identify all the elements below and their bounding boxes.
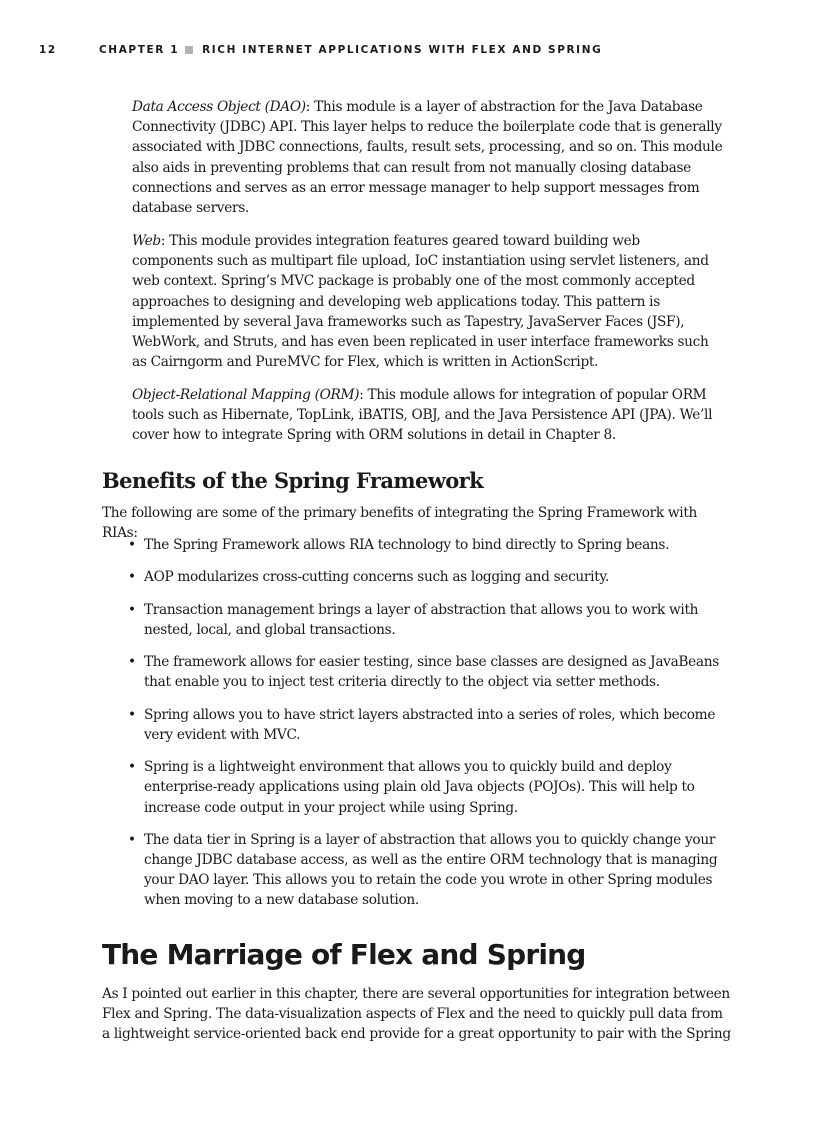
list-item	[102, 567, 732, 587]
module-description: : This module provides integration features geared toward building web components such as multipart file upload, IoC instantiation using servlet listeners, and web context. Spring’s MVC package is probably one of the most commonly accepted approaches to designing and developing web applications today. This pattern is implemented by several Java frameworks such as Tapestry, JavaServer Faces (JSF), WebWork, and Struts, and has even been replicated in user interface frameworks such as Cairngorm and PureMVC for Flex, which is written in ActionScript.	[132, 233, 709, 371]
list-item	[102, 705, 732, 745]
module-term: Object-Relational Mapping (ORM)	[132, 387, 360, 403]
module-term: Web	[132, 233, 161, 249]
chapter-label: CHAPTER 1	[99, 44, 180, 56]
bullet-icon: •	[128, 759, 136, 776]
module-paragraph-web	[132, 231, 724, 372]
list-item-text: Spring is a lightweight environment that allows you to quickly build and deploy enterprise-ready applications using plain old Java objects (POJOs). This will help to increase code output in your project while using Spring.	[144, 759, 695, 816]
list-item-text: Transaction management brings a layer of abstraction that allows you to work with nested, local, and global transactions.	[144, 601, 699, 638]
bullet-icon: •	[128, 706, 136, 723]
module-description: : This module allows for integration of popular ORM tools such as Hibernate, TopLink, iBATIS, OBJ, and the Java Persistence API (JPA). We’ll cover how to integrate Spring with ORM solutions in detail in Chapter 8.	[132, 387, 713, 444]
module-term: Data Access Object (DAO)	[132, 99, 306, 115]
list-item	[102, 535, 732, 555]
list-item-text: The framework allows for easier testing, since base classes are designed as JavaBeans that enable you to inject test criteria directly to the object via setter methods.	[144, 654, 719, 691]
list-item	[102, 600, 732, 640]
list-item-text: The Spring Framework allows RIA technology to bind directly to Spring beans.	[144, 537, 670, 553]
bullet-icon: •	[128, 654, 136, 671]
benefits-heading: Benefits of the Spring Framework	[102, 468, 484, 493]
bullet-icon: •	[128, 601, 136, 618]
list-item-text: AOP modularizes cross-cutting concerns such as logging and security.	[144, 569, 610, 586]
benefits-intro: The following are some of the primary benefits of integrating the Spring Framework with RIAs:	[102, 505, 698, 542]
running-header	[39, 42, 816, 58]
bullet-icon: •	[128, 537, 136, 553]
page-number: 12	[39, 44, 57, 56]
marriage-heading: The Marriage of Flex and Spring	[102, 938, 586, 971]
list-item-text: The data tier in Spring is a layer of abstraction that allows you to quickly change your change JDBC database access, as well as the entire ORM technology that is managing your DAO layer. This allows you to retain the code you wrote in other Spring modules when moving to a new database solution.	[144, 831, 718, 909]
list-item	[102, 652, 732, 692]
bullet-icon: •	[128, 569, 136, 586]
module-description: : This module is a layer of abstraction for the Java Database Connectivity (JDBC) API. This layer helps to reduce the boilerplate code that is generally associated with JDBC connections, faults, result sets, processing, and so on. This module also aids in preventing problems that can result from not manually closing database connections and serves as an error message manager to help support messages from database servers.	[132, 99, 723, 217]
list-item	[102, 757, 732, 818]
marriage-paragraph: As I pointed out earlier in this chapter, there are several opportunities for integration between Flex and Spring. The data-visualization aspects of Flex and the need to quickly pull data from a lightweight service-oriented back end provide for a great opportunity to pair with the Spring	[102, 986, 731, 1043]
square-separator-icon	[185, 46, 193, 54]
module-paragraph-orm	[132, 385, 724, 446]
benefits-list	[102, 535, 732, 923]
bullet-icon: •	[128, 831, 136, 848]
list-item	[102, 830, 732, 911]
module-paragraph-dao	[132, 97, 724, 218]
chapter-title: RICH INTERNET APPLICATIONS WITH FLEX AND SPRING	[202, 44, 603, 56]
list-item-text: Spring allows you to have strict layers abstracted into a series of roles, which become very evident with MVC.	[144, 706, 716, 743]
